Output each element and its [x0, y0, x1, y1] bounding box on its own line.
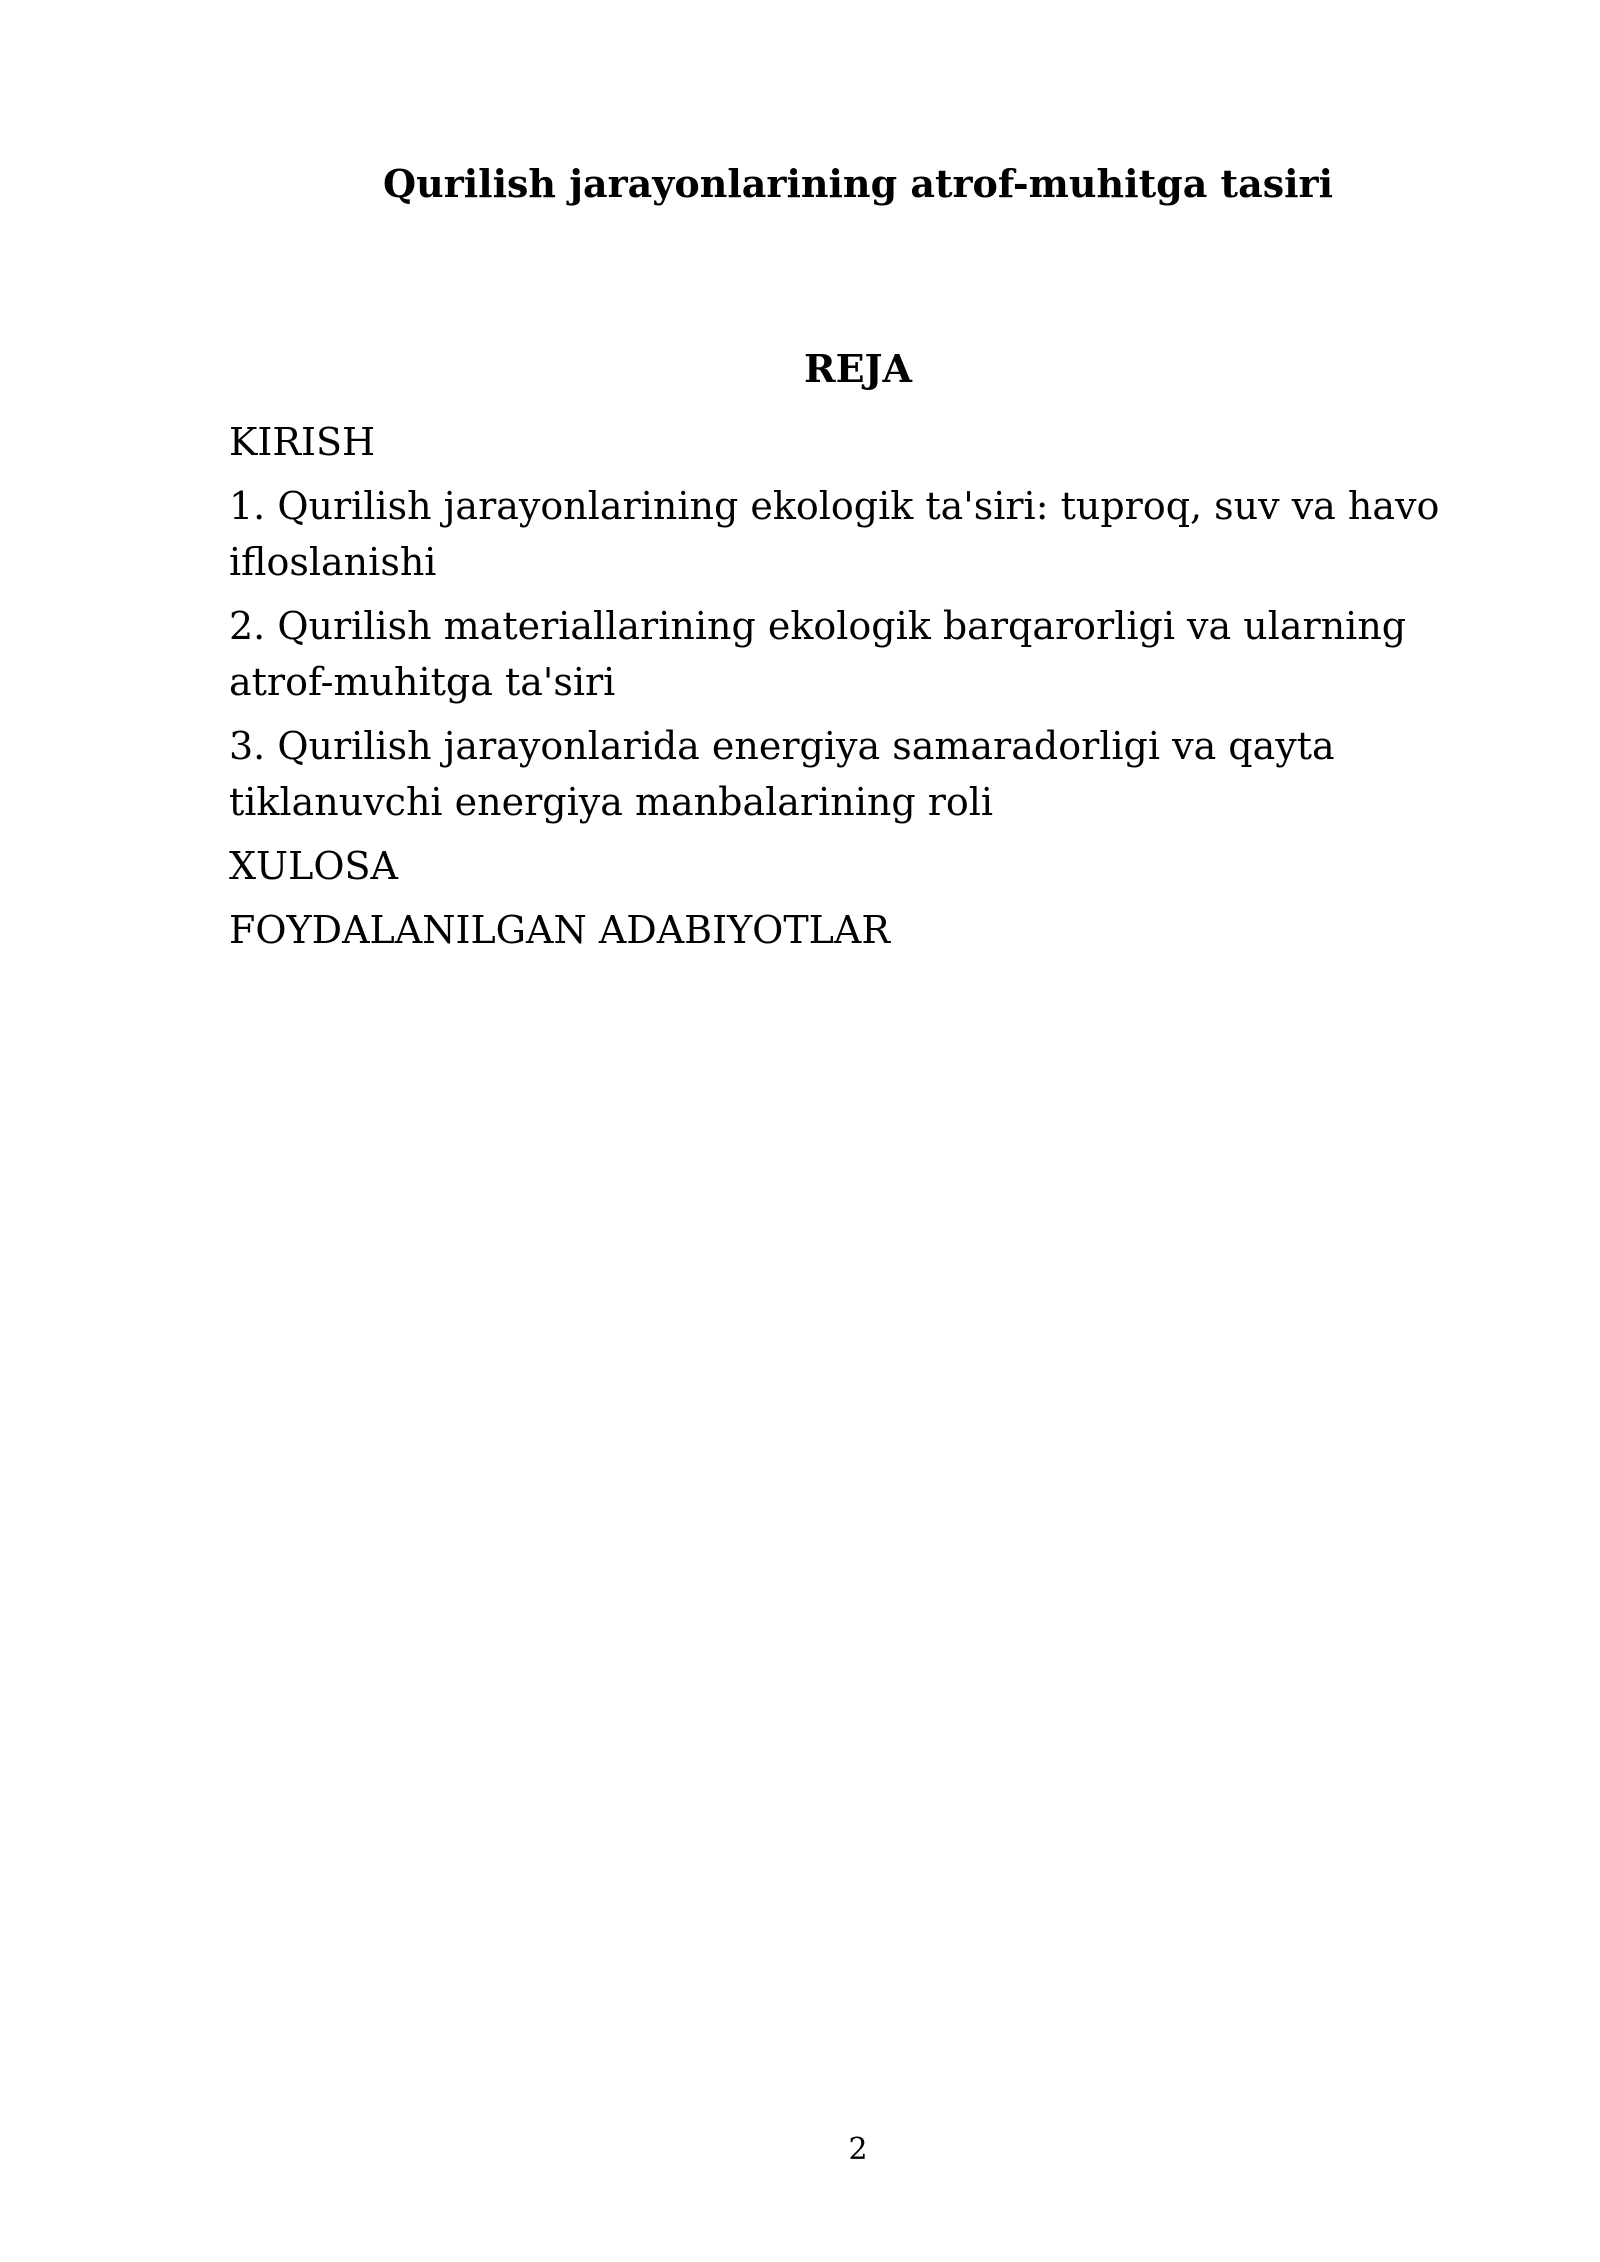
plan-item-references: FOYDALANILGAN ADABIYOTLAR — [229, 908, 890, 952]
plan-heading: REJA — [803, 346, 912, 391]
document-title: Qurilish jarayonlarining atrof-muhitga tasiri — [382, 161, 1334, 206]
page-number: 2 — [848, 2132, 868, 2167]
plan-item-3: 3. Qurilish jarayonlarida energiya samaradorligi va qayta tiklanuvchi energiya manbalarining roli — [229, 724, 1335, 824]
plan-item-conclusion: XULOSA — [229, 844, 398, 888]
plan-item-2: 2. Qurilish materiallarining ekologik barqarorligi va ularning atrof-muhitga ta'siri — [229, 604, 1407, 704]
plan-item-1: 1. Qurilish jarayonlarining ekologik ta'siri: tuproq, suv va havo ifloslanishi — [229, 484, 1440, 584]
plan-list — [229, 414, 1459, 966]
plan-item-introduction: KIRISH — [229, 420, 376, 464]
